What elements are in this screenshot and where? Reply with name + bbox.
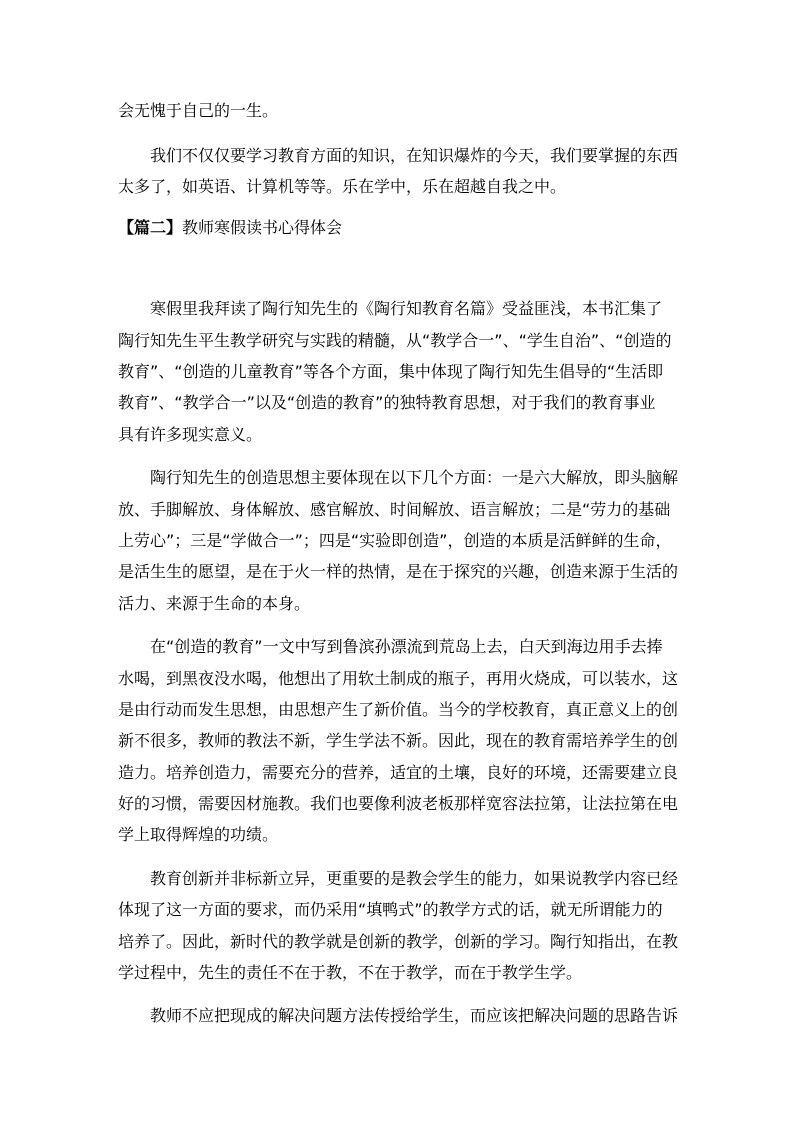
para4-line-1: 在“创造的教育”一文中写到鲁滨孙漂流到荒岛上去，白天到海边用手去捧 [150, 637, 663, 656]
para3-line-4: 是活生生的愿望，是在于火一样的热情，是在于探究的兴趣，创造来源于生活的 [118, 562, 679, 581]
para4-line-3: 是由行动而发生思想，由思想产生了新价值。当今的学校教育，真正意义上的创 [118, 700, 679, 719]
para3-line-5: 活力、来源于生命的本身。 [118, 594, 311, 613]
para5-line-4: 学过程中，先生的责任不在于教，不在于教学，而在于教学生学。 [118, 963, 583, 982]
para3-line-2: 放、手脚解放、身体解放、感官解放、时间解放、语言解放；二是“劳力的基础 [118, 500, 671, 519]
para2-line-4: 教育”、“教学合一”以及“创造的教育”的独特教育思想，对于我们的教育事业 [118, 393, 656, 412]
para3-line-1: 陶行知先生的创造思想主要体现在以下几个方面：一是六大解放，即头脑解 [150, 468, 679, 487]
para5-line-1: 教育创新并非标新立异，更重要的是教会学生的能力，如果说教学内容已经 [150, 869, 679, 888]
para4-line-5: 造力。培养创造力，需要充分的营养，适宜的土壤，良好的环境，还需要建立良 [118, 763, 679, 782]
carryover-line: 会无愧于自己的一生。 [118, 101, 279, 120]
para2-line-1: 寒假里我拜读了陶行知先生的《陶行知教育名篇》受益匪浅，本书汇集了 [150, 299, 663, 318]
para2-line-3: 教育”、“创造的儿童教育”等各个方面，集中体现了陶行知先生倡导的“生活即 [118, 362, 664, 381]
section-heading-label: 【篇二】 [118, 218, 183, 237]
para6-line-1: 教师不应把现成的解决问题方法传授给学生，而应该把解决问题的思路告诉 [150, 1006, 679, 1025]
para3-line-3: 上劳心”；三是“学做合一”；四是“实验即创造”，创造的本质是活鲜鲜的生命， [118, 531, 672, 550]
para1-line-1: 我们不仅仅要学习教育方面的知识，在知识爆炸的今天，我们要掌握的东西 [150, 146, 679, 165]
para2-line-2: 陶行知先生平生教学研究与实践的精髓，从“教学合一”、“学生自治”、“创造的 [118, 331, 672, 350]
section-heading-title: 教师寒假读书心得体会 [182, 218, 343, 237]
para4-line-7: 学上取得辉煌的功绩。 [118, 825, 279, 844]
para4-line-2: 水喝，到黑夜没水喝，他想出了用软土制成的瓶子，再用火烧成，可以装水，这 [118, 669, 679, 688]
para1-line-2: 太多了，如英语、计算机等等。乐在学中，乐在超越自我之中。 [118, 177, 567, 196]
para5-line-2: 体现了这一方面的要求，而仍采用“填鸭式”的教学方式的话，就无所谓能力的 [118, 900, 663, 919]
para5-line-3: 培养了。因此，新时代的教学就是创新的教学，创新的学习。陶行知指出，在教 [118, 932, 679, 951]
para4-line-4: 新不很多，教师的教法不新，学生学法不新。因此，现在的教育需培养学生的创 [118, 731, 679, 750]
para2-line-5: 具有许多现实意义。 [118, 425, 263, 444]
para4-line-6: 好的习惯，需要因材施教。我们也要像利波老板那样宽容法拉第，让法拉第在电 [118, 794, 679, 813]
section-heading [118, 218, 342, 238]
